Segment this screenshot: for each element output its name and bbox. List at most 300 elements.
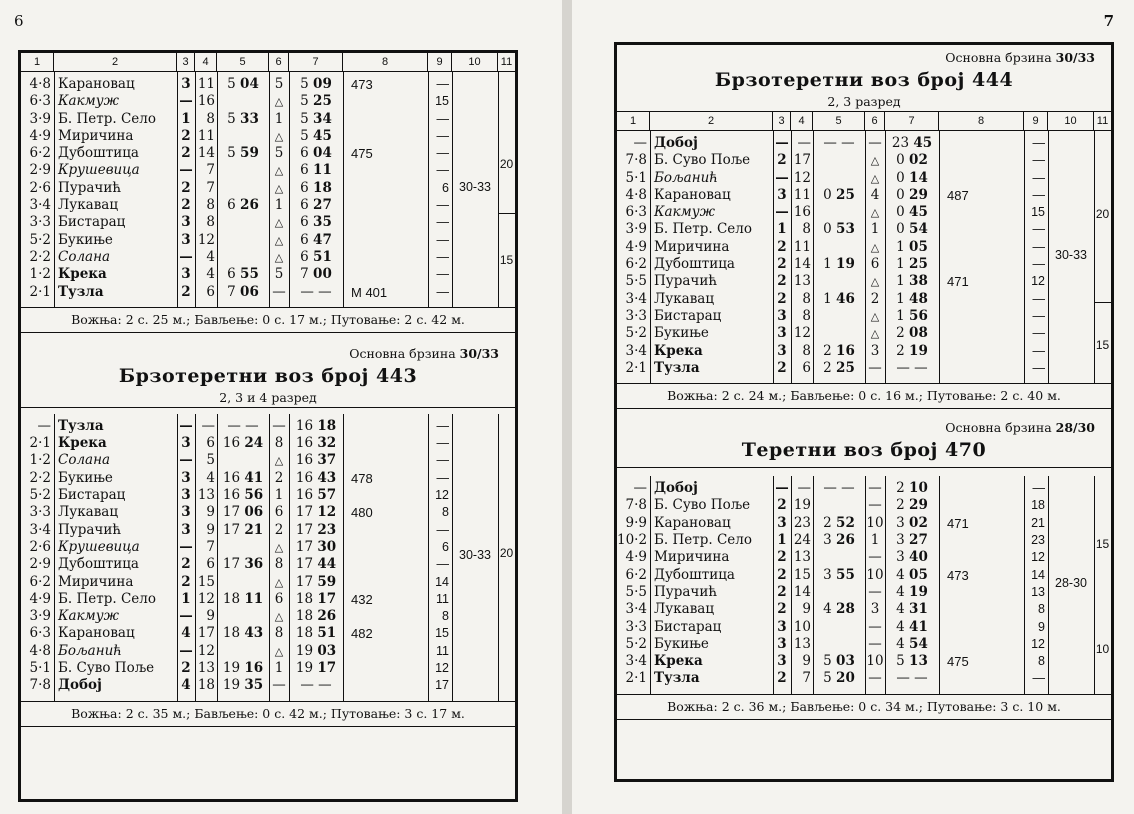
- cell-station: Крушевица: [58, 538, 140, 555]
- cell-c9: —: [1032, 257, 1045, 272]
- cell-c4: 8: [206, 110, 215, 127]
- cell-c3: —: [775, 204, 789, 221]
- column-header-4: 4: [195, 53, 217, 71]
- cell-c6: △: [274, 250, 284, 264]
- cell-km: 1·2: [29, 266, 51, 283]
- cell-c5: 6 26: [227, 197, 259, 214]
- table-row: [617, 152, 1111, 169]
- cell-c9: 6: [442, 539, 449, 554]
- cell-c6: 8: [274, 435, 284, 452]
- cell-c7: 7 00: [300, 266, 332, 283]
- cell-c6: 5: [274, 76, 284, 92]
- cell-km: 2·1: [29, 435, 51, 452]
- cell-station: Миричина: [654, 549, 730, 566]
- cell-c7: 18 26: [295, 608, 337, 625]
- cell-c4: 4: [206, 469, 215, 486]
- table-row: [21, 435, 515, 452]
- cell-station: Солана: [58, 452, 111, 469]
- cell-c7: 16 18: [295, 417, 337, 434]
- cell-c9: —: [1032, 187, 1045, 202]
- cell-c4: 16: [197, 93, 215, 110]
- cell-c8: 475: [351, 146, 373, 162]
- cell-station: Дубоштица: [58, 556, 139, 573]
- cell-c7: 17 44: [295, 556, 337, 573]
- cell-c7: 1 56: [896, 307, 928, 324]
- cell-c3: 3: [777, 186, 787, 203]
- cell-km: 3·4: [625, 601, 647, 618]
- cell-c5: 3 55: [823, 566, 855, 583]
- cell-c6: —: [868, 497, 882, 514]
- table-row: [21, 145, 515, 162]
- cell-c9: —: [436, 557, 449, 572]
- cell-c6: —: [272, 283, 286, 300]
- cell-c8: [343, 128, 428, 145]
- table-row: [617, 256, 1111, 273]
- cell-c6: —: [272, 677, 286, 694]
- cell-c5: [217, 128, 269, 145]
- load-class-cell: 15: [499, 252, 514, 267]
- cell-c6: 10: [866, 566, 884, 583]
- cell-c6: 3: [870, 342, 880, 359]
- cell-c4: 9: [206, 521, 215, 538]
- cell-station: Дубоштица: [654, 566, 735, 583]
- cell-c8: [343, 677, 428, 694]
- cell-km: 6·2: [29, 145, 51, 162]
- cell-c6: 6: [274, 504, 284, 521]
- cell-c7: 6 27: [300, 197, 332, 214]
- load-class-cell: 15: [1095, 337, 1110, 352]
- cell-c5: 5 04: [227, 76, 259, 92]
- cell-c7: 0 45: [896, 204, 928, 221]
- cell-km: 5·2: [625, 325, 647, 342]
- cell-c7: 18 51: [295, 625, 337, 642]
- cell-c6: 6: [274, 590, 284, 607]
- cell-c9: —: [436, 146, 449, 161]
- table-row: [617, 221, 1111, 238]
- cell-station: Добој: [654, 480, 698, 497]
- cell-station: Б. Петр. Село: [654, 532, 752, 549]
- cell-km: 4·9: [625, 549, 647, 566]
- cell-c8: [343, 608, 428, 625]
- left-page-frame: [18, 50, 518, 802]
- cell-c7: 3 02: [896, 514, 928, 531]
- cell-c8: [343, 111, 428, 128]
- table-row: [617, 584, 1111, 601]
- cell-station: Дубоштица: [654, 256, 735, 273]
- cell-c5: 2 52: [823, 514, 855, 531]
- cell-km: 5·1: [625, 169, 647, 186]
- column-header-2: 2: [650, 112, 773, 130]
- cell-c7: 2 08: [896, 325, 928, 342]
- cell-c3: 2: [777, 152, 787, 169]
- cell-c4: 7: [206, 538, 215, 555]
- column-header-3: 3: [773, 112, 791, 130]
- cell-c6: —: [272, 417, 286, 434]
- cell-c4: 5: [206, 452, 215, 469]
- cell-c9: —: [436, 453, 449, 468]
- cell-c8: М 401: [351, 284, 388, 300]
- cell-c4: 11: [197, 76, 215, 92]
- cell-c8: [939, 256, 1024, 273]
- cell-c8: 480: [351, 505, 373, 521]
- cell-c5: [217, 452, 269, 469]
- cell-c9: —: [436, 284, 449, 299]
- column-header-10: 10: [452, 53, 498, 71]
- cell-km: 3·4: [29, 521, 51, 538]
- cell-c7: 4 31: [896, 601, 928, 618]
- cell-c8: [939, 480, 1024, 497]
- cell-c5: 0 53: [823, 221, 855, 238]
- cell-c3: 2: [181, 197, 191, 214]
- cell-c8: [939, 532, 1024, 549]
- cell-c4: 12: [793, 169, 811, 186]
- cell-c5: [217, 232, 269, 249]
- cell-km: 4·8: [29, 642, 51, 659]
- cell-c5: 6 55: [227, 266, 259, 283]
- cell-c5: [217, 539, 269, 556]
- cell-station: Карановац: [58, 76, 135, 92]
- cell-c5: 5 59: [227, 145, 259, 162]
- cell-km: 2·2: [29, 248, 51, 265]
- cell-station: Б. Суво Поље: [654, 497, 751, 514]
- cell-c3: —: [179, 162, 193, 179]
- cell-c4: 12: [197, 231, 215, 248]
- cell-c4: 9: [802, 653, 811, 670]
- cell-km: 6·2: [625, 566, 647, 583]
- cell-c7: 19 17: [295, 660, 337, 677]
- cell-c7: 4 54: [896, 635, 928, 652]
- cell-c8: [343, 452, 428, 469]
- cell-c5: [813, 325, 865, 342]
- cell-km: 5·2: [625, 635, 647, 652]
- table-row: [617, 497, 1111, 514]
- cell-station: Крушевица: [58, 162, 140, 179]
- cell-km: 7·8: [29, 677, 51, 694]
- cell-c9: —: [1032, 326, 1045, 341]
- cell-c3: 3: [181, 521, 191, 538]
- load-class-cell: 20: [499, 156, 514, 171]
- cell-c7: 3 40: [896, 549, 928, 566]
- cell-c5: [813, 170, 865, 187]
- cell-c8: [343, 556, 428, 573]
- cell-c8: 475: [947, 654, 969, 670]
- cell-c4: 12: [197, 642, 215, 659]
- cell-c9: —: [436, 77, 449, 91]
- cell-station: Карановац: [654, 514, 731, 531]
- cell-c8: [343, 435, 428, 452]
- cell-c4: —: [797, 480, 811, 497]
- cell-station: Добој: [58, 677, 102, 694]
- cell-c7: 16 57: [295, 487, 337, 504]
- cell-c7: 18 17: [295, 590, 337, 607]
- cell-c3: 3: [181, 266, 191, 283]
- cell-c6: 1: [870, 532, 880, 549]
- travel-summary-first: Вожња: 2 с. 25 м.; Бављење: 0 с. 17 м.; Путовање: 2 с. 42 м.: [21, 307, 515, 333]
- cell-c5: [217, 214, 269, 231]
- base-speed-444: Основна брзина 30/33: [945, 50, 1095, 65]
- cell-c8: [939, 204, 1024, 221]
- column-header-4: 4: [791, 112, 813, 130]
- table-row: [21, 643, 515, 660]
- table-row: [21, 197, 515, 214]
- cell-c3: 3: [777, 514, 787, 531]
- cell-c9: 14: [435, 574, 449, 589]
- cell-c9: —: [436, 418, 449, 433]
- table-row: [617, 170, 1111, 187]
- table-row: [21, 487, 515, 504]
- cell-km: 3·3: [625, 307, 647, 324]
- cell-c6: —: [868, 635, 882, 652]
- cell-c5: 19 16: [222, 660, 264, 677]
- cell-c7: 6 51: [300, 248, 332, 265]
- cell-c5: 17 21: [222, 521, 264, 538]
- cell-c7: 16 32: [295, 435, 337, 452]
- cell-station: Бистарац: [58, 214, 126, 231]
- cell-km: 3·4: [29, 197, 51, 214]
- cell-km: 4·8: [29, 76, 51, 92]
- cell-c6: △: [274, 454, 284, 468]
- load-class-cell: 20: [1095, 206, 1110, 221]
- cell-c4: 4: [206, 248, 215, 265]
- cell-c5: 7 06: [227, 283, 259, 300]
- cell-c7: 3 27: [896, 532, 928, 549]
- table-row: [21, 418, 515, 435]
- cell-c7: 1 05: [896, 238, 928, 255]
- cell-c6: 5: [274, 145, 284, 162]
- column-header-5: 5: [217, 53, 269, 71]
- cell-c3: 2: [181, 556, 191, 573]
- train-title-470: Теретни воз број 470: [741, 439, 987, 462]
- cell-c5: [813, 308, 865, 325]
- cell-station: Крека: [58, 266, 107, 283]
- cell-c9: 15: [1031, 205, 1045, 220]
- table-row: [21, 660, 515, 677]
- cell-c8: [939, 601, 1024, 618]
- cell-km: 4·8: [625, 186, 647, 203]
- cell-station: Солана: [58, 248, 111, 265]
- cell-c4: 14: [197, 145, 215, 162]
- cell-c4: 14: [793, 256, 811, 273]
- cell-c8: [939, 497, 1024, 514]
- cell-c8: [343, 162, 428, 179]
- cell-km: 3·9: [29, 110, 51, 127]
- cell-c4: 15: [793, 566, 811, 583]
- cell-c6: 2: [870, 290, 880, 307]
- column-header-9: 9: [428, 53, 452, 71]
- cell-station: Пурачић: [654, 273, 718, 290]
- table-row: [617, 204, 1111, 221]
- cell-km: 3·3: [29, 214, 51, 231]
- cell-station: Бољанић: [58, 642, 122, 659]
- cell-km: 4·9: [29, 127, 51, 144]
- cell-station: Добој: [654, 135, 698, 151]
- cell-c5: [813, 239, 865, 256]
- cell-c8: 471: [947, 515, 969, 531]
- cell-c3: —: [179, 417, 193, 434]
- table-row: [21, 574, 515, 591]
- column-header-1: 1: [21, 53, 54, 71]
- table-row: [21, 249, 515, 266]
- cell-c5: [813, 549, 865, 566]
- cell-c3: 2: [777, 583, 787, 600]
- column-header-11: 11: [1096, 115, 1109, 127]
- cell-c8: [939, 325, 1024, 342]
- cell-c3: 3: [181, 469, 191, 486]
- cell-c4: 4: [206, 266, 215, 283]
- cell-c9: 12: [1031, 550, 1045, 565]
- cell-c8: [343, 574, 428, 591]
- cell-c4: 7: [206, 179, 215, 196]
- cell-c5: — —: [823, 480, 855, 497]
- cell-c3: 2: [777, 601, 787, 618]
- table-row: [617, 567, 1111, 584]
- cell-c7: 0 54: [896, 221, 928, 238]
- cell-km: —: [633, 135, 647, 151]
- cell-c9: 12: [435, 661, 449, 676]
- cell-c8: [939, 549, 1024, 566]
- cell-c4: 10: [793, 618, 811, 635]
- cell-c7: 2 29: [896, 497, 928, 514]
- cell-c9: 15: [435, 626, 449, 641]
- table-row: [617, 360, 1111, 377]
- cell-c6: 2: [274, 521, 284, 538]
- cell-c6: —: [868, 583, 882, 600]
- cell-c6: 8: [274, 625, 284, 642]
- cell-c6: △: [870, 240, 880, 254]
- cell-c8: [939, 584, 1024, 601]
- table-row: [21, 504, 515, 521]
- table-row: [617, 653, 1111, 670]
- cell-c7: 2 10: [896, 480, 928, 497]
- cell-c4: 8: [802, 307, 811, 324]
- cell-station: Бистарац: [58, 487, 126, 504]
- cell-c8: [939, 291, 1024, 308]
- cell-station: Пурачић: [58, 521, 122, 538]
- cell-km: 5·1: [29, 660, 51, 677]
- cell-c9: —: [436, 436, 449, 451]
- cell-km: 2·1: [29, 283, 51, 300]
- cell-c6: 3: [870, 601, 880, 618]
- cell-c4: 12: [197, 590, 215, 607]
- speed-range-cell: 30-33: [459, 548, 491, 563]
- cell-c8: [343, 660, 428, 677]
- cell-km: 3·3: [625, 618, 647, 635]
- timetable-470: [617, 476, 1111, 694]
- cell-c9: —: [1032, 343, 1045, 358]
- cell-c3: 2: [777, 290, 787, 307]
- cell-c3: —: [179, 642, 193, 659]
- cell-km: 10·2: [617, 532, 648, 549]
- cell-c7: — —: [896, 670, 928, 687]
- table-row: [617, 308, 1111, 325]
- cell-station: Тузла: [58, 283, 104, 300]
- cell-c9: —: [436, 111, 449, 126]
- table-row: [617, 601, 1111, 618]
- cell-c4: 13: [197, 487, 215, 504]
- train-classes-444: 2, 3 разред: [827, 94, 901, 109]
- cell-c6: —: [868, 359, 882, 376]
- cell-c6: △: [870, 275, 880, 289]
- cell-c4: 8: [802, 290, 811, 307]
- cell-c6: 6: [870, 256, 880, 273]
- cell-c5: 17 06: [222, 504, 264, 521]
- table-row: [617, 636, 1111, 653]
- cell-station: Лукавац: [58, 504, 119, 521]
- left-page: [0, 0, 562, 814]
- cell-station: Миричина: [58, 127, 134, 144]
- cell-c7: 23 45: [891, 135, 933, 151]
- cell-c7: — —: [300, 677, 332, 694]
- load-class-cell: 15: [1095, 537, 1110, 552]
- cell-c3: 2: [777, 549, 787, 566]
- cell-c3: —: [775, 480, 789, 497]
- cell-km: 7·8: [625, 497, 647, 514]
- cell-c9: 17: [435, 678, 449, 693]
- cell-c9: —: [436, 163, 449, 178]
- cell-c3: 1: [777, 532, 787, 549]
- cell-c5: 19 35: [222, 677, 264, 694]
- cell-c6: △: [274, 644, 284, 658]
- table-row: [617, 239, 1111, 256]
- cell-c8: [343, 487, 428, 504]
- timetable-first: [21, 72, 515, 307]
- cell-c4: 8: [802, 221, 811, 238]
- cell-c4: 8: [802, 342, 811, 359]
- cell-c4: 18: [197, 677, 215, 694]
- cell-c4: 9: [206, 504, 215, 521]
- cell-km: 6·3: [29, 625, 51, 642]
- cell-c8: [939, 239, 1024, 256]
- cell-c5: 4 28: [823, 601, 855, 618]
- cell-km: 5·2: [29, 487, 51, 504]
- travel-summary-443: Вожња: 2 с. 35 м.; Бављење: 0 с. 42 м.; Путовање: 3 с. 17 м.: [21, 701, 515, 727]
- cell-c9: —: [1032, 239, 1045, 254]
- table-row: [617, 532, 1111, 552]
- column-header-5: 5: [813, 112, 865, 130]
- cell-c5: 2 16: [823, 342, 855, 359]
- cell-c7: 4 05: [896, 566, 928, 583]
- table-row: [21, 608, 515, 625]
- cell-c7: 16 37: [295, 452, 337, 469]
- cell-station: Лукавац: [654, 601, 715, 618]
- cell-c6: 1: [274, 197, 284, 214]
- cell-c6: △: [870, 171, 880, 185]
- cell-c3: 3: [181, 214, 191, 231]
- cell-c6: △: [870, 309, 880, 323]
- cell-c4: 13: [793, 273, 811, 290]
- cell-c9: —: [1032, 153, 1045, 168]
- cell-km: 6·3: [29, 93, 51, 110]
- cell-km: 2·9: [29, 556, 51, 573]
- cell-c9: 15: [435, 94, 449, 109]
- cell-station: Бистарац: [654, 307, 722, 324]
- cell-c4: 6: [206, 556, 215, 573]
- column-header-7: 7: [885, 112, 939, 130]
- cell-km: 3·3: [29, 504, 51, 521]
- cell-c3: 3: [777, 307, 787, 324]
- cell-station: Букиње: [58, 469, 113, 486]
- cell-c9: —: [1032, 291, 1045, 306]
- table-row: [617, 273, 1111, 290]
- cell-km: 2·2: [29, 469, 51, 486]
- cell-c3: 2: [777, 256, 787, 273]
- cell-c8: 473: [947, 567, 969, 583]
- table-row: [617, 135, 1111, 152]
- cell-km: 5·2: [29, 231, 51, 248]
- cell-km: 3·9: [29, 608, 51, 625]
- cell-c7: — —: [896, 359, 928, 376]
- table-row: [617, 480, 1111, 497]
